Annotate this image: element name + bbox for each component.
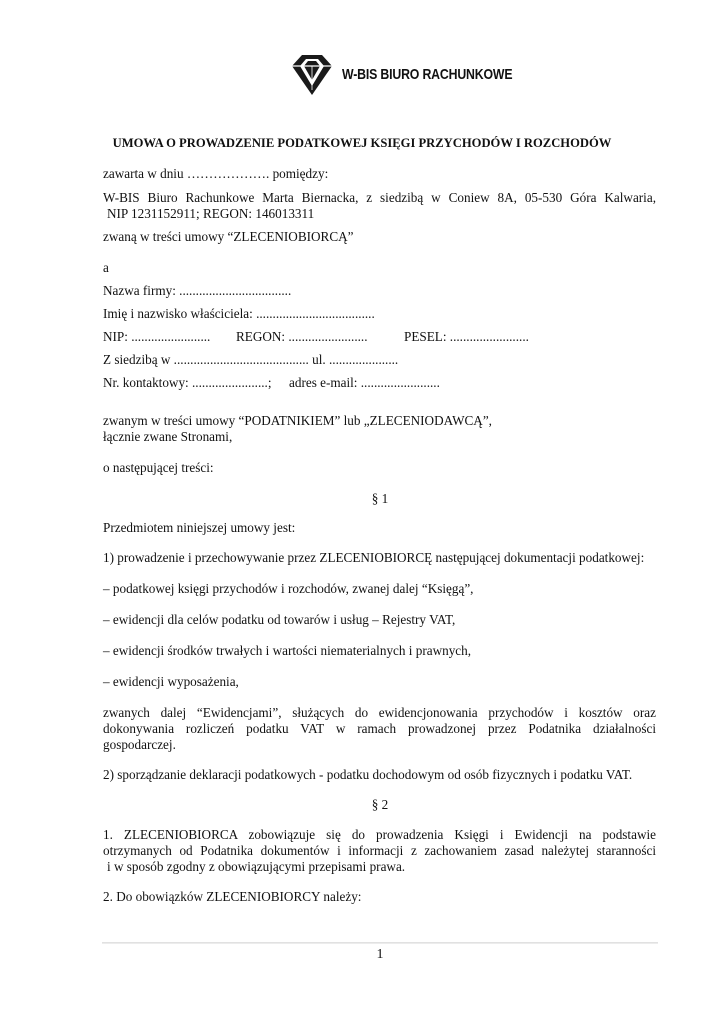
nip-field[interactable]: NIP: ........................ <box>103 329 211 344</box>
and-conjunction: a <box>103 260 109 275</box>
section-1-bullet-3: – ewidencji środków trwałych i wartości niematerialnych i prawnych, <box>103 643 472 658</box>
date-line: zawarta w dniu ………………. pomiędzy: <box>103 166 329 181</box>
section-1-bullet-4: – ewidencji wyposażenia, <box>103 674 239 689</box>
section-2-paragraph-2: 2. Do obowiązków ZLECENIOBIORCY należy: <box>103 889 362 904</box>
section-1-heading: § 1 <box>371 491 389 506</box>
logo-text: W-BIS BIURO RACHUNKOWE <box>342 65 513 83</box>
seat-address-field[interactable]: Z siedzibą w ......................................... ul. ..................... <box>103 352 399 367</box>
phone-field[interactable]: Nr. kontaktowy: .......................; <box>103 375 272 390</box>
company-logo <box>288 48 550 100</box>
section-1-item-1: 1) prowadzenie i przechowywanie przez ZLECENIOBIORCĘ następującej dokumentacji podatkowej: <box>103 550 645 565</box>
client-role-line-2: łącznie zwane Stronami, <box>103 429 233 444</box>
email-field[interactable]: adres e-mail: ........................ <box>289 375 440 390</box>
diamond-icon <box>288 50 336 98</box>
section-1-paragraph-line-3: gospodarczej. <box>103 737 176 752</box>
pesel-field[interactable]: PESEL: ........................ <box>404 329 529 344</box>
section-2-paragraph-1-line-2: otrzymanych od Podatnika dokumentów i informacji z zachowaniem zasad należytej staranności <box>103 843 656 858</box>
regon-field[interactable]: REGON: ........................ <box>236 329 368 344</box>
section-1-bullet-2: – ewidencji dla celów podatku od towarów i usług – Rejestry VAT, <box>103 612 456 627</box>
section-2-heading: § 2 <box>371 797 389 812</box>
contractor-line-2: NIP 1231152911; REGON: 146013311 <box>107 206 315 221</box>
section-2-paragraph-1-line-3: i w sposób zgodny z obowiązującymi przepisami prawa. <box>107 859 406 874</box>
section-1-item-2: 2) sporządzanie deklaracji podatkowych - podatku dochodowym od osób fizycznych i podatku VAT. <box>103 767 633 782</box>
page-number: 1 <box>376 947 384 962</box>
section-2-paragraph-1-line-1: 1. ZLECENIOBIORCA zobowiązuje się do prowadzenia Księgi i Ewidencji na podstawie <box>103 827 656 842</box>
section-1-bullet-1: – podatkowej księgi przychodów i rozchodów, zwanej dalej “Księgą”, <box>103 581 474 596</box>
footer-divider <box>102 942 658 944</box>
following-content: o następującej treści: <box>103 460 214 475</box>
owner-name-field[interactable]: Imię i nazwisko właściciela: .................................... <box>103 306 375 321</box>
section-1-paragraph-line-1: zwanych dalej “Ewidencjami”, służących do ewidencjonowania przychodów i kosztów oraz <box>103 705 656 720</box>
company-name-field[interactable]: Nazwa firmy: .................................. <box>103 283 292 298</box>
client-role-line-1: zwanym w treści umowy “PODATNIKIEM” lub „ZLECENIODAWCĄ”, <box>103 413 492 428</box>
document-title: UMOWA O PROWADZENIE PODATKOWEJ KSIĘGI PRZYCHODÓW I ROZCHODÓW <box>112 136 612 150</box>
contractor-line-1: W-BIS Biuro Rachunkowe Marta Biernacka, z siedzibą w Coniew 8A, 05-530 Góra Kalwaria, <box>103 190 656 205</box>
contractor-role: zwaną w treści umowy “ZLECENIOBIORCĄ” <box>103 229 354 244</box>
section-1-subject: Przedmiotem niniejszej umowy jest: <box>103 520 296 535</box>
section-1-paragraph-line-2: dokonywania rozliczeń podatku VAT w ramach prowadzonej przez Podatnika działalności <box>103 721 656 736</box>
